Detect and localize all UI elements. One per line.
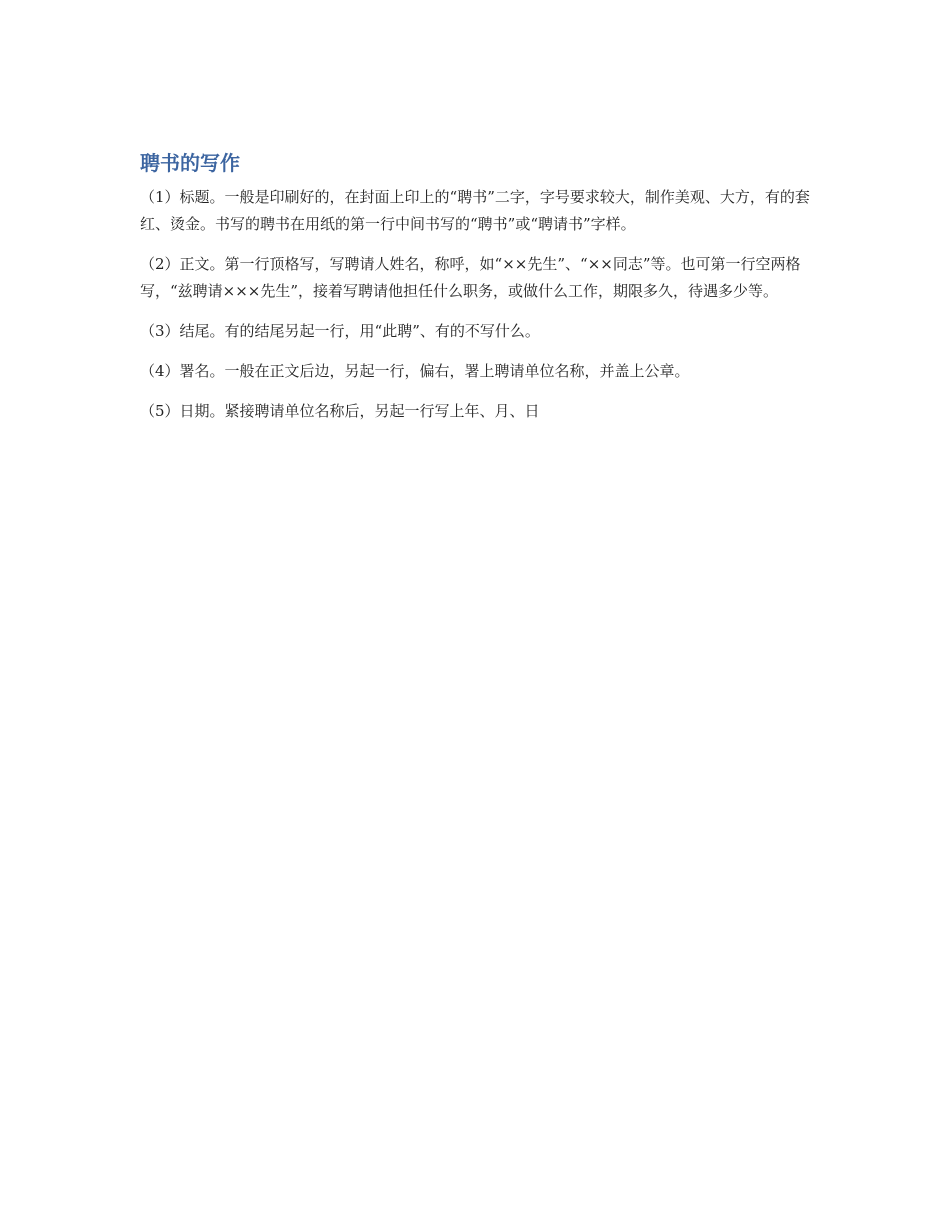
paragraph-signature-section: （4）署名。一般在正文后边，另起一行，偏右，署上聘请单位名称，并盖上公章。 <box>140 362 690 380</box>
document-body <box>140 148 815 438</box>
paragraph-ending-section: （3）结尾。有的结尾另起一行，用“此聘”、有的不写什么。 <box>140 322 540 340</box>
paragraph-date-section: （5）日期。紧接聘请单位名称后，另起一行写上年、月、日 <box>140 402 540 420</box>
paragraph-body-section: （2）正文。第一行顶格写，写聘请人姓名，称呼，如“××先生”、“××同志”等。也可第一行空两格写，“兹聘请×××先生”，接着写聘请他担任什么职务，或做什么工作，期限多久，待遇多少等。 <box>140 255 801 300</box>
document-title: 聘书的写作 <box>140 151 240 175</box>
paragraph-title-section: （1）标题。一般是印刷好的，在封面上印上的“聘书”二字，字号要求较大，制作美观、大方，有的套红、烫金。书写的聘书在用纸的第一行中间书写的“聘书”或“聘请书”字样。 <box>140 188 810 233</box>
